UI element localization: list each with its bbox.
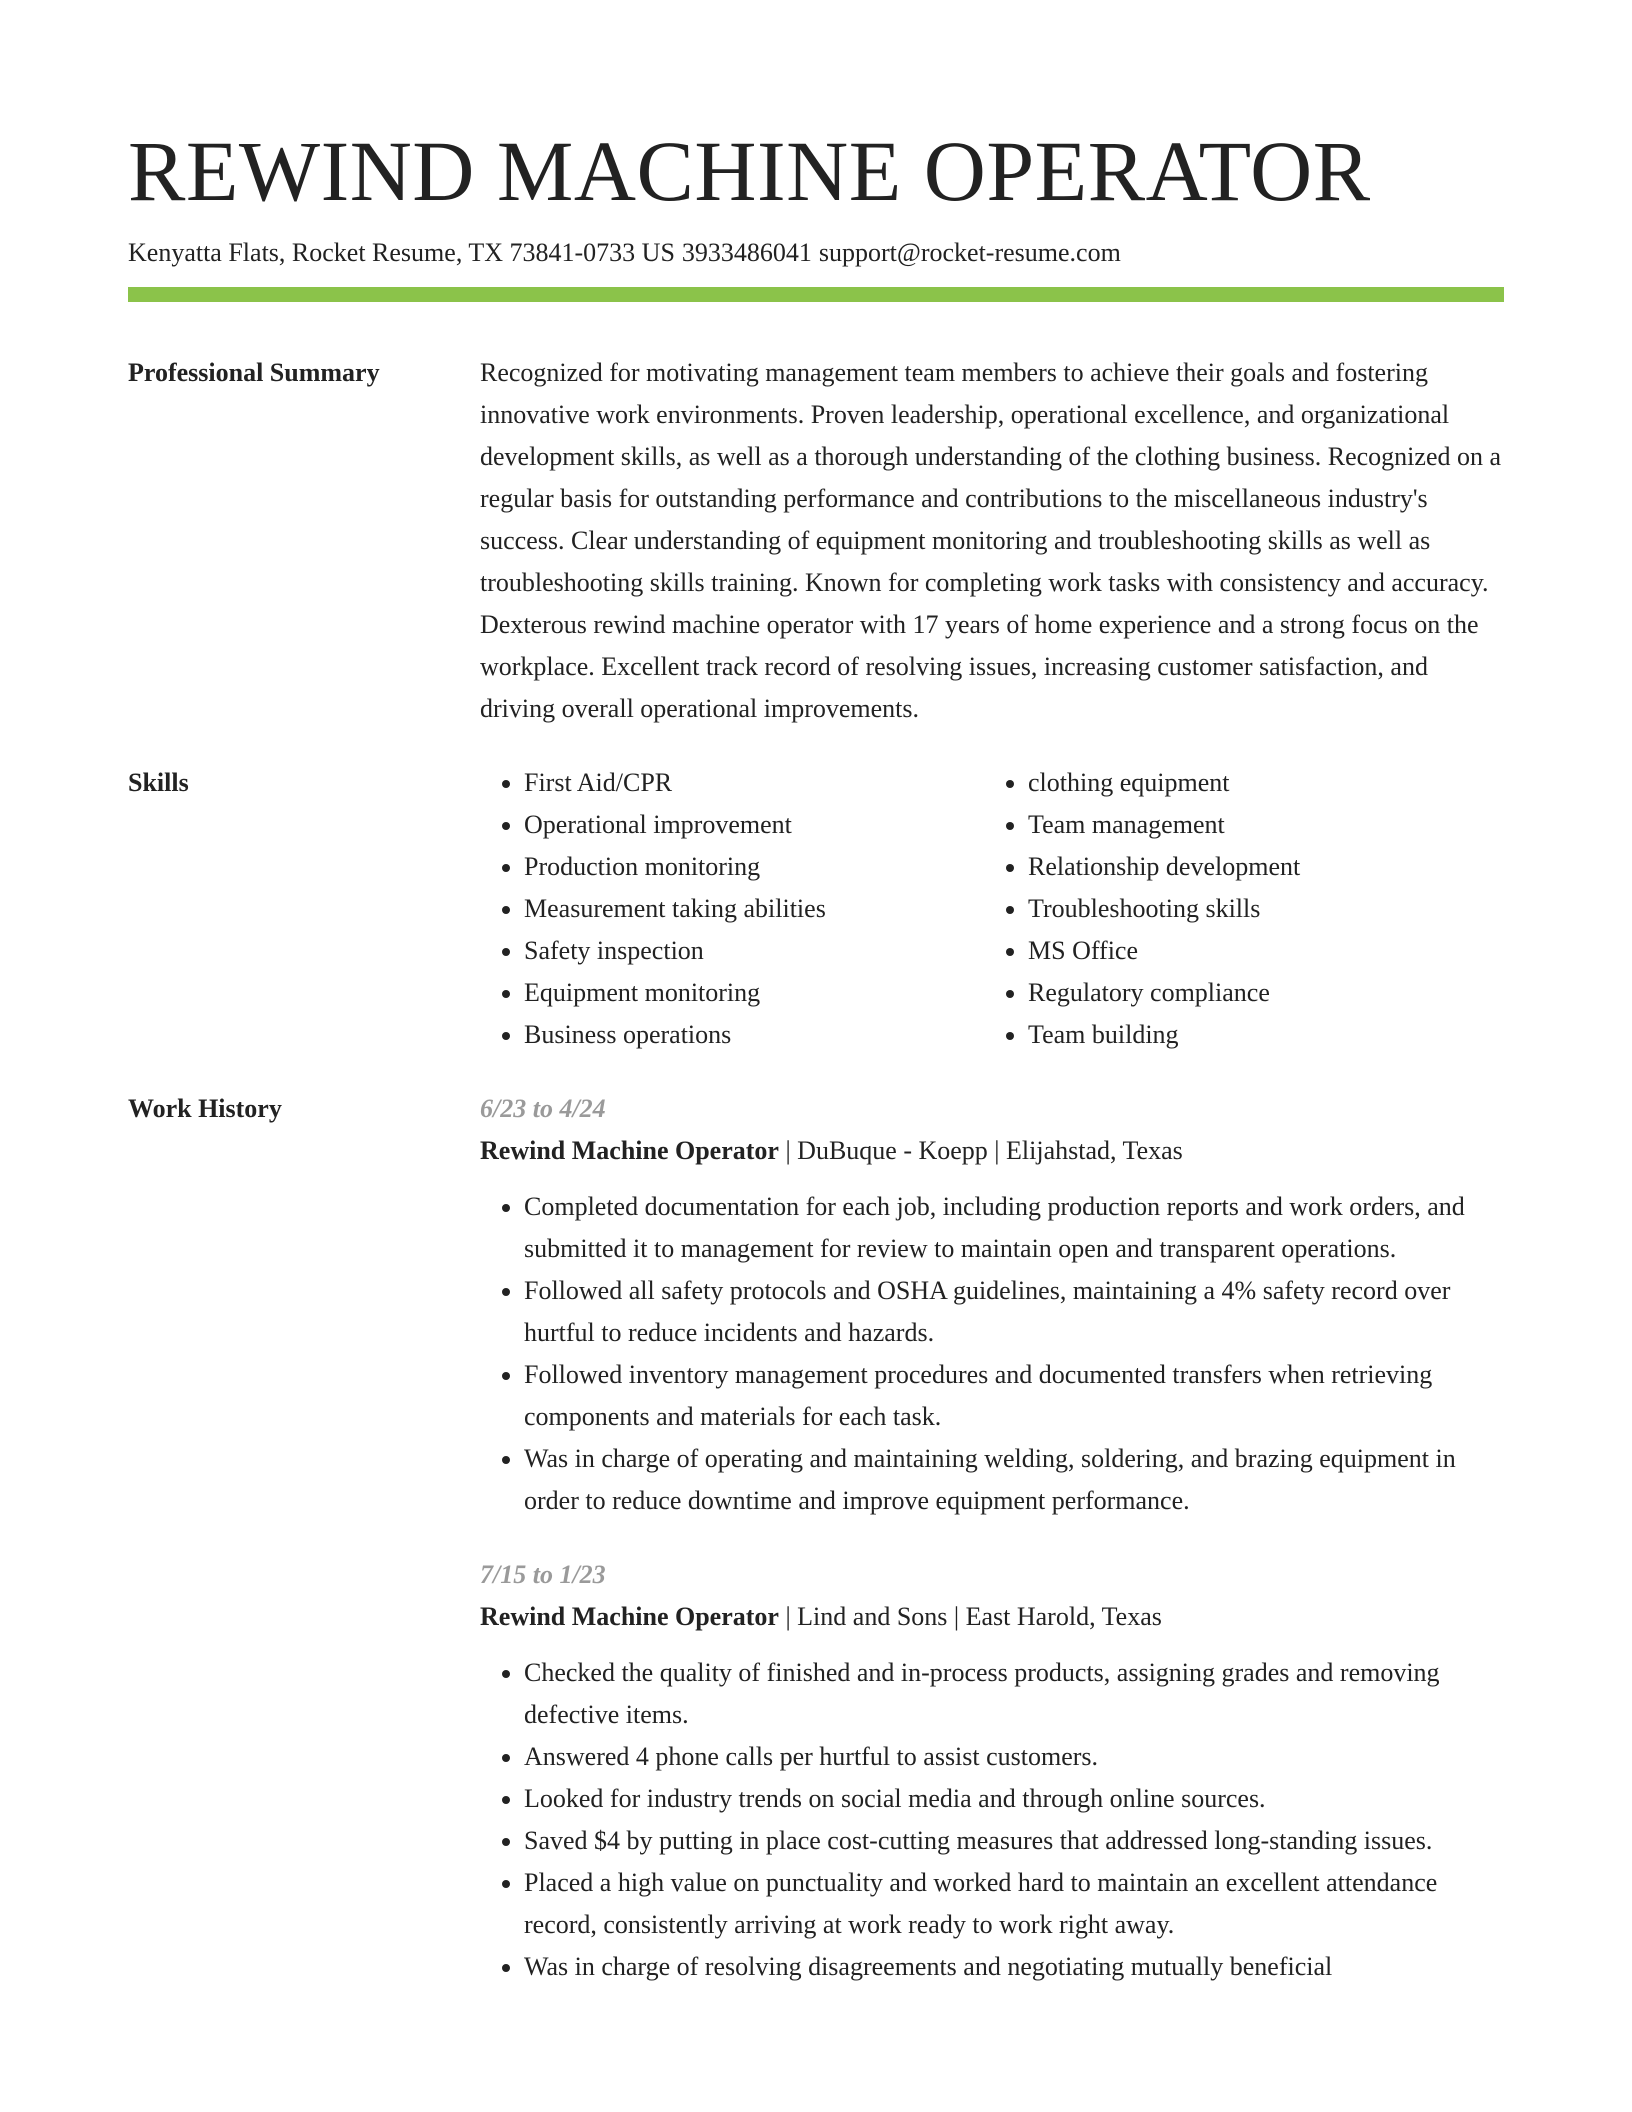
skill-item: • Operational improvement [524,804,984,846]
job-bullet: • Was in charge of operating and maintaining welding, soldering, and brazing equipment in order to reduce downtime and improve equipment performance. [524,1438,1504,1522]
job-title: Rewind Machine Operator [480,1136,779,1165]
job-entry [480,1088,1504,1522]
header-divider [128,287,1504,302]
work-history-section [128,1088,1504,1988]
job-dates: 6/23 to 4/24 [480,1094,606,1123]
skill-item: • Business operations [524,1014,984,1056]
skill-item: • Safety inspection [524,930,984,972]
job-employer-location: | DuBuque - Koepp | Elijahstad, Texas [778,1136,1183,1165]
summary-section [128,352,1504,730]
skill-item: • Team management [1028,804,1488,846]
job-heading [480,1130,1504,1172]
job-bullet: • Completed documentation for each job, including production reports and work orders, and submitted it to management for review to maintain open and transparent operations. [524,1186,1504,1270]
work-history-section-title: Work History [128,1094,282,1123]
job-dates: 7/15 to 1/23 [480,1560,606,1589]
skills-section [128,762,1504,1056]
job-bullet-list [480,1652,1504,1988]
summary-section-title: Professional Summary [128,358,380,387]
job-bullet: • Followed inventory management procedures and documented transfers when retrieving components and materials for each task. [524,1354,1504,1438]
skills-body [480,762,1504,1056]
skill-item: • clothing equipment [1028,762,1488,804]
job-heading [480,1596,1504,1638]
job-bullet: • Saved $4 by putting in place cost-cutting measures that addressed long-standing issues. [524,1820,1504,1862]
job-bullet: • Looked for industry trends on social media and through online sources. [524,1778,1504,1820]
skills-columns [480,762,1504,1056]
job-bullet: • Answered 4 phone calls per hurtful to assist customers. [524,1736,1504,1778]
skills-list-right [984,762,1488,1056]
skill-item: • Troubleshooting skills [1028,888,1488,930]
contact-line [128,236,1504,270]
job-entry [480,1554,1504,1988]
job-bullet-list [480,1186,1504,1522]
skill-item: • Relationship development [1028,846,1488,888]
summary-text: Recognized for motivating management team members to achieve their goals and fostering innovative work environments. Proven leadership, operational excellence, and organizational development skills, as well as a thorough understanding of the clothing business. Recognized on a regular basis for outstanding performance and contributions to the miscellaneous industry's success. Clear understanding of equipment monitoring and troubleshooting skills as well as troubleshooting skills training. Known for completing work tasks with consistency and accuracy. Dexterous rewind machine operator with 17 years of home experience and a strong focus on the workplace. Excellent track record of resolving issues, increasing customer satisfaction, and driving overall operational improvements. [480,358,1502,723]
job-bullet: • Followed all safety protocols and OSHA guidelines, maintaining a 4% safety record over hurtful to reduce incidents and hazards. [524,1270,1504,1354]
skill-item: • Team building [1028,1014,1488,1056]
skill-item: • Measurement taking abilities [524,888,984,930]
job-bullet: • Was in charge of resolving disagreements and negotiating mutually beneficial [524,1946,1504,1988]
skill-item: • Production monitoring [524,846,984,888]
job-title: Rewind Machine Operator [480,1602,779,1631]
resume-page [128,0,1504,1988]
skill-item: • Regulatory compliance [1028,972,1488,1014]
job-employer-location: | Lind and Sons | East Harold, Texas [778,1602,1162,1631]
skills-section-title: Skills [128,768,189,797]
resume-name-heading: REWIND MACHINE OPERATOR [128,123,1371,219]
summary-body [480,352,1504,730]
job-bullet: • Placed a high value on punctuality and worked hard to maintain an excellent attendance record, consistently arriving at work ready to work right away. [524,1862,1504,1946]
skill-item: • MS Office [1028,930,1488,972]
contact-email: support@rocket-resume.com [818,238,1121,267]
job-bullet: • Checked the quality of finished and in-process products, assigning grades and removing defective items. [524,1652,1504,1736]
contact-address: Kenyatta Flats, Rocket Resume, TX 73841-0733 US [128,238,675,267]
skill-item: • Equipment monitoring [524,972,984,1014]
skills-list-left [480,762,984,1056]
skill-item: • First Aid/CPR [524,762,984,804]
contact-phone: 3933486041 [681,238,812,267]
work-history-body [480,1088,1504,1988]
